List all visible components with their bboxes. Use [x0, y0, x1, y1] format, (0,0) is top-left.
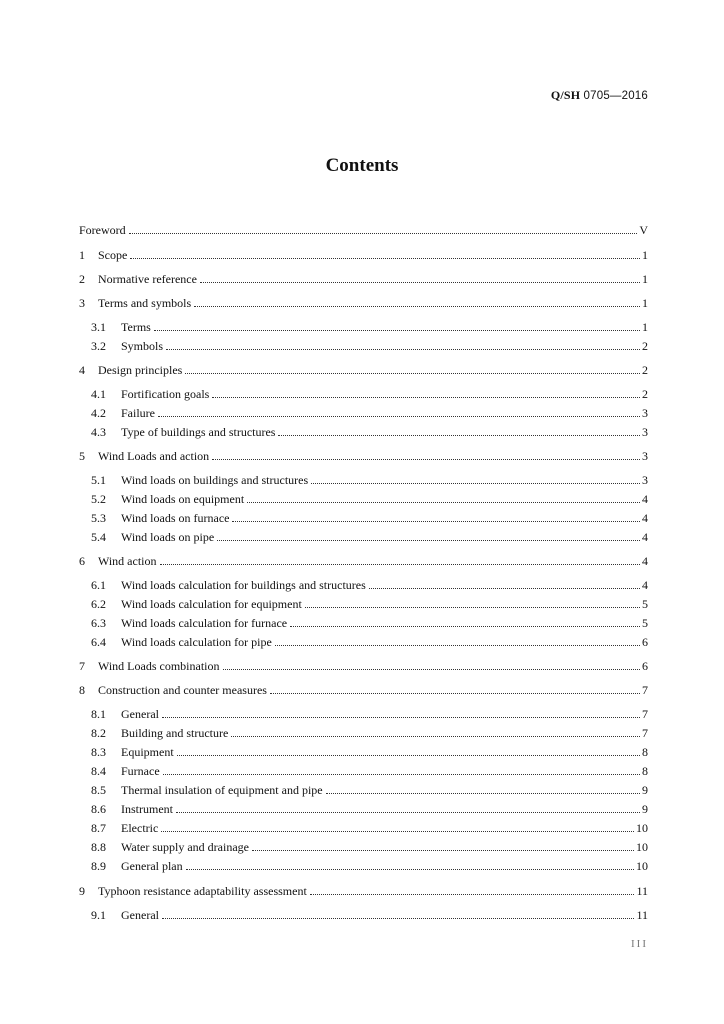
dot-leader [166, 348, 640, 350]
toc-entry-page: 10 [636, 840, 648, 854]
toc-entry-page: 3 [642, 449, 648, 463]
toc-entry-label: General [121, 707, 159, 721]
toc-subentry[interactable] [91, 510, 648, 526]
toc-entry-page: 4 [642, 511, 648, 525]
dot-leader [305, 606, 640, 608]
toc-entry-page: V [639, 223, 648, 237]
toc-subentry[interactable] [91, 858, 648, 874]
toc-entry-page: 3 [642, 473, 648, 487]
toc-entry-number: 7 [79, 659, 85, 673]
toc-entry-number: 5.4 [91, 530, 106, 544]
dot-leader [212, 458, 640, 460]
toc-subentry[interactable] [91, 744, 648, 760]
toc-entry-label: General plan [121, 859, 183, 873]
dot-leader [186, 868, 634, 870]
toc-entry-label: Typhoon resistance adaptability assessment [98, 884, 307, 898]
toc-subentry[interactable] [91, 529, 648, 545]
toc-subentry[interactable] [91, 405, 648, 421]
toc-entry-number: 8.5 [91, 783, 106, 797]
toc-entry-number: 4.3 [91, 425, 106, 439]
toc-entry[interactable] [79, 295, 648, 311]
toc-entry-number: 3.1 [91, 320, 106, 334]
toc-entry-label: Equipment [121, 745, 174, 759]
standard-number: 0705—2016 [583, 90, 648, 102]
toc-entry-page: 9 [642, 802, 648, 816]
toc-entry-page: 4 [642, 578, 648, 592]
toc-entry-number: 5.2 [91, 492, 106, 506]
toc-entry-label: Water supply and drainage [121, 840, 249, 854]
toc-subentry[interactable] [91, 725, 648, 741]
toc-entry-page: 5 [642, 597, 648, 611]
dot-leader [160, 563, 641, 565]
toc-entry-page: 11 [636, 908, 648, 922]
toc-entry[interactable] [79, 448, 648, 464]
toc-entry-page: 4 [642, 530, 648, 544]
toc-entry[interactable] [79, 362, 648, 378]
dot-leader [162, 716, 640, 718]
toc-entry-number: 1 [79, 248, 85, 262]
toc-entry-number: 9 [79, 884, 85, 898]
toc-entry-label: Wind loads calculation for furnace [121, 616, 288, 630]
dot-leader [247, 501, 640, 503]
toc-entry-label: Wind action [98, 554, 157, 568]
dot-leader [278, 434, 640, 436]
toc-entry-label: Wind loads on pipe [121, 530, 215, 544]
toc-entry-number: 8.6 [91, 802, 106, 816]
toc-subentry[interactable] [91, 386, 648, 402]
toc-subentry[interactable] [91, 820, 648, 836]
toc-subentry[interactable] [91, 424, 648, 440]
toc-subentry[interactable] [91, 801, 648, 817]
dot-leader [232, 520, 640, 522]
toc-entry-label: Type of buildings and structures [121, 425, 276, 439]
dot-leader [185, 372, 640, 374]
toc-entry-label: Thermal insulation of equipment and pipe [121, 783, 323, 797]
toc-subentry[interactable] [91, 763, 648, 779]
toc-entry-page: 8 [642, 745, 648, 759]
toc-entry-page: 1 [642, 272, 648, 286]
toc-entry-label: Wind Loads and action [98, 449, 210, 463]
toc-entry-page: 4 [642, 492, 648, 506]
dot-leader [161, 830, 634, 832]
dot-leader [163, 773, 640, 775]
toc-entry-page: 7 [642, 726, 648, 740]
toc-subentry[interactable] [91, 634, 648, 650]
dot-leader [311, 482, 640, 484]
toc-subentry[interactable] [91, 577, 648, 593]
toc-subentry[interactable] [91, 782, 648, 798]
dot-leader [369, 587, 640, 589]
toc-entry-number: 8.1 [91, 707, 106, 721]
toc-subentry[interactable] [91, 615, 648, 631]
dot-leader [217, 539, 640, 541]
toc-entry[interactable] [79, 883, 648, 899]
toc-entry-number: 3 [79, 296, 85, 310]
toc-entry-label: Terms [121, 320, 151, 334]
toc-entry-page: 7 [642, 707, 648, 721]
toc-entry-label: Construction and counter measures [98, 683, 267, 697]
toc-entry-page: 10 [636, 821, 648, 835]
toc-entry-label: Furnace [121, 764, 160, 778]
toc-entry-page: 3 [642, 425, 648, 439]
toc-subentry[interactable] [91, 338, 648, 354]
toc-entry-label: General [121, 908, 159, 922]
toc-entry-number: 9.1 [91, 908, 106, 922]
toc-entry-label: Scope [98, 248, 128, 262]
toc-subentry[interactable] [91, 596, 648, 612]
toc-entry-label: Wind loads on furnace [121, 511, 230, 525]
toc-entry[interactable] [79, 247, 648, 263]
dot-leader [162, 917, 634, 919]
toc-entry-number: 6 [79, 554, 85, 568]
toc-entry-number: 4.2 [91, 406, 106, 420]
toc-entry-label: Symbols [121, 339, 164, 353]
dot-leader [223, 668, 641, 670]
toc-subentry[interactable] [91, 706, 648, 722]
toc-entry-number: 5.1 [91, 473, 106, 487]
toc-entry-label: Instrument [121, 802, 173, 816]
toc-entry-page: 1 [642, 248, 648, 262]
toc-entry[interactable] [79, 682, 648, 698]
toc-entry-label: Building and structure [121, 726, 229, 740]
dot-leader [154, 329, 640, 331]
toc-entry-page: 9 [642, 783, 648, 797]
toc-entry-number: 5.3 [91, 511, 106, 525]
toc-entry[interactable] [79, 222, 648, 238]
toc-entry-page: 11 [636, 884, 648, 898]
dot-leader [177, 754, 640, 756]
toc-entry-label: Terms and symbols [98, 296, 192, 310]
toc-entry-number: 6.4 [91, 635, 106, 649]
dot-leader [194, 305, 640, 307]
toc-entry[interactable] [79, 553, 648, 569]
toc-entry-label: Fortification goals [121, 387, 210, 401]
toc-entry-number: 8.8 [91, 840, 106, 854]
toc-entry-number: 5 [79, 449, 85, 463]
toc-entry-label: Wind loads on equipment [121, 492, 245, 506]
dot-leader [130, 257, 640, 259]
dot-leader [212, 396, 640, 398]
toc-entry-number: 8 [79, 683, 85, 697]
toc-entry-number: 3.2 [91, 339, 106, 353]
toc-entry-number: 4 [79, 363, 85, 377]
dot-leader [129, 232, 638, 234]
toc-entry-page: 2 [642, 363, 648, 377]
toc-entry-number: 6.3 [91, 616, 106, 630]
toc-entry[interactable] [79, 271, 648, 287]
toc-entry-label: Design principles [98, 363, 183, 377]
toc-entry-label: Failure [121, 406, 155, 420]
toc-entry-number: 8.3 [91, 745, 106, 759]
dot-leader [252, 849, 634, 851]
toc-entry-page: 10 [636, 859, 648, 873]
toc-entry-label: Foreword [79, 223, 126, 237]
toc-entry-label: Wind loads on buildings and structures [121, 473, 309, 487]
page-title: Contents [325, 155, 399, 176]
dot-leader [231, 735, 640, 737]
toc-entry-number: 2 [79, 272, 85, 286]
dot-leader [326, 792, 640, 794]
toc-entry-number: 8.2 [91, 726, 106, 740]
toc-subentry[interactable] [91, 839, 648, 855]
toc-entry-number: 6.2 [91, 597, 106, 611]
toc-entry-page: 8 [642, 764, 648, 778]
toc-subentry[interactable] [91, 472, 648, 488]
page-number: III [631, 938, 648, 950]
dot-leader [310, 893, 635, 895]
toc-entry-label: Wind loads calculation for pipe [121, 635, 272, 649]
toc-entry-number: 4.1 [91, 387, 106, 401]
toc-entry[interactable] [79, 658, 648, 674]
toc-entry-number: 6.1 [91, 578, 106, 592]
dot-leader [270, 692, 640, 694]
dot-leader [176, 811, 640, 813]
toc-entry-number: 8.4 [91, 764, 106, 778]
dot-leader [158, 415, 640, 417]
dot-leader [200, 281, 640, 283]
toc-entry-label: Wind loads calculation for equipment [121, 597, 302, 611]
toc-entry-page: 1 [642, 296, 648, 310]
toc-entry-label: Normative reference [98, 272, 197, 286]
toc-subentry[interactable] [91, 491, 648, 507]
toc-entry-page: 2 [642, 387, 648, 401]
toc-entry-page: 3 [642, 406, 648, 420]
toc-entry-page: 6 [642, 659, 648, 673]
toc-entry-page: 7 [642, 683, 648, 697]
toc-entry-label: Electric [121, 821, 159, 835]
toc-entry-page: 6 [642, 635, 648, 649]
toc-entry-page: 4 [642, 554, 648, 568]
standard-prefix: Q/SH [550, 88, 581, 102]
toc-subentry[interactable] [91, 907, 648, 923]
standard-code [551, 88, 648, 103]
toc-entry-number: 8.7 [91, 821, 106, 835]
dot-leader [290, 625, 640, 627]
toc-entry-number: 8.9 [91, 859, 106, 873]
toc-entry-label: Wind Loads combination [98, 659, 220, 673]
toc-entry-page: 2 [642, 339, 648, 353]
toc-subentry[interactable] [91, 319, 648, 335]
toc-entry-label: Wind loads calculation for buildings and structures [121, 578, 366, 592]
toc-entry-page: 1 [642, 320, 648, 334]
toc-entry-page: 5 [642, 616, 648, 630]
dot-leader [275, 644, 640, 646]
